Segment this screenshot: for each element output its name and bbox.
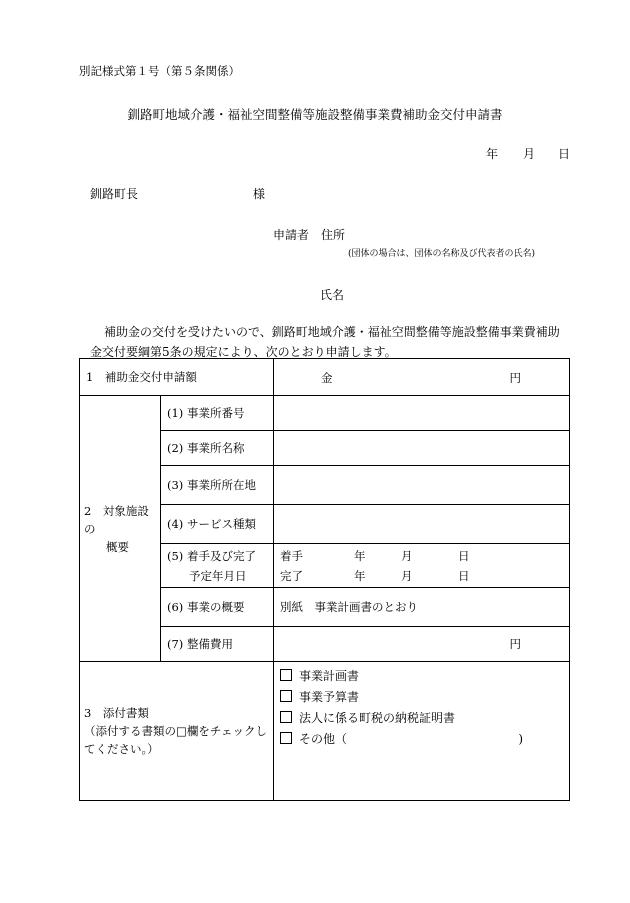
address-label: 住所 [321,228,346,242]
facility-number-field[interactable] [274,396,570,431]
schedule-label-line1: (5) 着手及び完了 [167,548,256,563]
start-day: 日 [458,548,470,563]
honorific: 様 [253,187,266,201]
attachments-label [80,662,274,801]
start-month: 月 [401,548,413,563]
attachment-label: 法人に係る町税の納税証明書 [299,711,456,725]
facility-name-field[interactable] [274,431,570,466]
addressee: 釧路町長 [90,187,139,201]
facility-overview-label [80,396,161,662]
item-label: (4) サービス種類 [161,505,274,544]
date-day-label: 日 [558,147,571,161]
request-statement-line2: 金交付要綱第5条の規定により、次のとおり申請します。 [90,345,397,359]
item-label: (3) 事業所所在地 [161,466,274,505]
attachments-label-line2: （添付する書類の□欄をチェックし [84,724,268,738]
row-facility-number [80,396,570,431]
applicant-label: 申請者 [273,228,310,242]
attachment-label: 事業予算書 [299,690,360,704]
checkbox[interactable] [280,669,292,681]
kin-label: 金 [321,371,333,385]
other-close-paren: ) [518,732,523,746]
item-label: (6) 事業の概要 [161,588,274,627]
end-year: 年 [354,568,366,583]
row-grant-amount [80,359,570,396]
start-year: 年 [354,548,366,563]
project-summary-field[interactable]: 別紙 事業計画書のとおり [274,588,570,627]
request-statement-line1: 補助金の交付を受けたいので、釧路町地域介護・福祉空間整備等施設整備事業費補助 [104,325,560,339]
end-date-line [280,566,563,586]
schedule-field[interactable] [274,544,570,588]
yen-label: 円 [509,371,521,385]
start-label: 着手 [280,548,304,563]
grant-amount-field[interactable] [274,359,570,396]
facility-overview-label-line2: 概要 [106,539,129,554]
grant-amount-label: 1 補助金交付申請額 [80,359,274,396]
request-statement [80,322,580,362]
schedule-label-line2: 予定年月日 [189,568,247,583]
checkbox[interactable] [280,690,292,702]
attachment-item[interactable] [280,687,563,708]
attachment-label: その他（ [299,732,348,746]
application-table [79,358,570,801]
facility-location-field[interactable] [274,466,570,505]
date-month-label: 月 [523,147,536,161]
form-number: 別記様式第１号（第５条関係） [79,64,240,78]
attachment-label: 事業計画書 [299,669,360,683]
checkbox[interactable] [280,732,292,744]
attachments-checklist [274,662,570,801]
address-note: (団体の場合は、団体の名称及び代表者の氏名) [348,249,536,259]
document-title: 釧路町地域介護・福祉空間整備等施設整備事業費補助金交付申請書 [127,107,503,122]
attachments-label-line3: てください。） [84,742,159,756]
attachment-item[interactable] [280,666,563,687]
attachment-item[interactable] [280,708,563,729]
row-attachments [80,662,570,801]
end-month: 月 [401,568,413,583]
item-label: (1) 事業所番号 [161,396,274,431]
item-label: (2) 事業所名称 [161,431,274,466]
attachment-item[interactable] [280,729,563,750]
development-cost-field[interactable]: 円 [274,627,570,662]
end-day: 日 [458,568,470,583]
service-type-field[interactable] [274,505,570,544]
date-year-label: 年 [486,147,499,161]
checkbox[interactable] [280,711,292,723]
facility-overview-label-line1: 2 対象施設の [84,503,149,536]
schedule-label [161,544,274,588]
name-label: 氏名 [320,288,345,302]
start-date-line [280,546,563,566]
item-label: (7) 整備費用 [161,627,274,662]
attachments-label-line1: 3 添付書類 [84,706,149,720]
end-label: 完了 [280,568,304,583]
